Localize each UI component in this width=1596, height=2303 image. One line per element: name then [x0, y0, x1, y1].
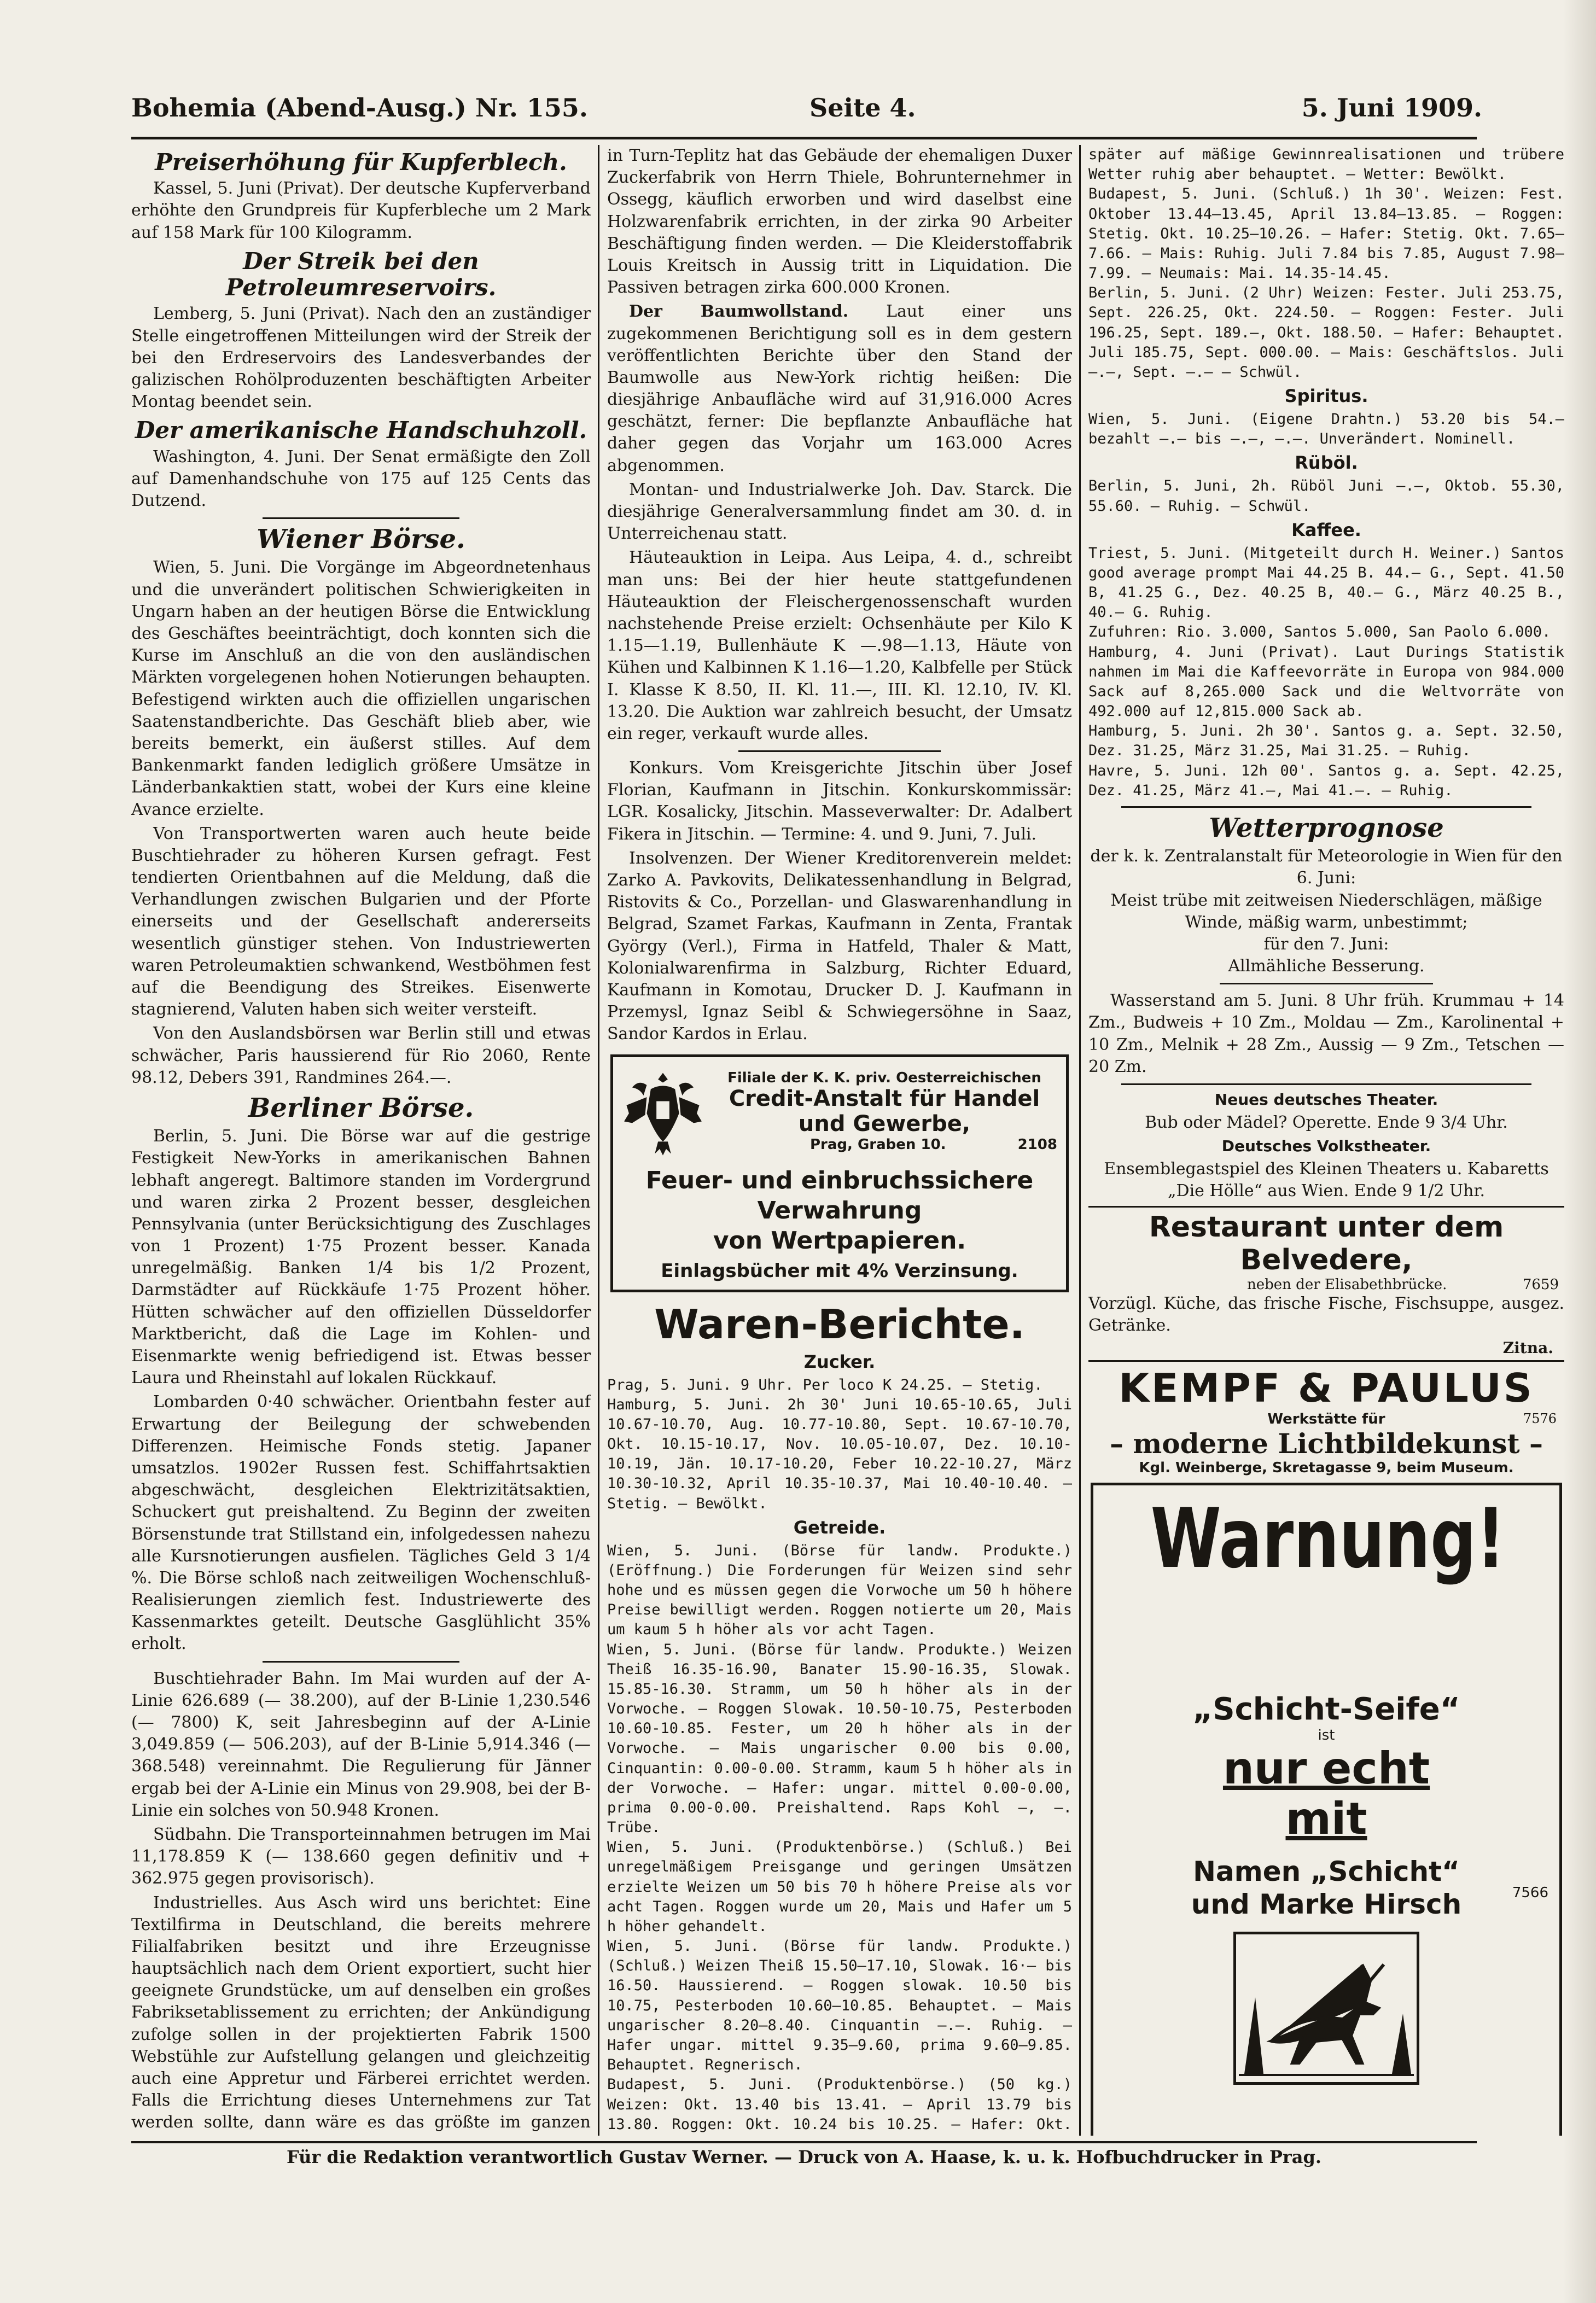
separator — [263, 517, 459, 519]
kempf-subtitle: Werkstätte für — [1267, 1410, 1385, 1427]
headline-wiener-boerse: Wiener Börse. — [257, 524, 465, 555]
headline-baumwolle: Der Baumwollstand. — [629, 302, 849, 322]
separator — [738, 750, 941, 752]
warn-mit: mit — [1285, 1793, 1367, 1845]
subhead-getreide: Getreide. — [793, 1517, 886, 1538]
headline-kupfer: Preiserhöhung für Kupferblech. — [155, 149, 567, 176]
warn-ist: ist — [1318, 1727, 1335, 1744]
footer-rule — [131, 2141, 1477, 2143]
subhead-rueboel: Rüböl. — [1295, 452, 1358, 474]
separator — [1088, 1360, 1564, 1362]
headline-wetterprognose: Wetterprognose — [1209, 812, 1444, 843]
article-montan: Montan- und Industrialwerke Joh. Dav. Starck. Die diesjährige Generalversammlung findet am 30. d. in Unterreichenau statt. — [607, 480, 1072, 544]
separator — [1220, 983, 1433, 984]
ad-line-3: Einlagsbücher mit 4% Verzinsung. — [661, 1260, 1018, 1282]
article-handschuh: Washington, 4. Juni. Der Senat ermäßigte den Zoll auf Damenhandschuhe von 175 auf 125 Cents das Dutzend. — [131, 447, 591, 511]
article-suedbahn: Südbahn. Die Transporteinnahmen betrugen im Mai 11,178.859 K (— 138.660 gegen definitiv und + 362.975 gegen provisorisch). — [131, 1824, 591, 1888]
ad-header-text — [712, 1070, 1057, 1153]
ad-address: Prag, Graben 10. — [810, 1136, 946, 1153]
headline-streik: Der Streik bei den Petroleumreservoirs. — [225, 247, 497, 301]
article-wien-2: Von Transportwerten waren auch heute beide Buschtiehrader zu höheren Kursen gefragt. Fest tendierten Orientbahnen auf die Meldung, daß die Verhandlungen zwischen Bulgarien und der Pforte einerseits und der Gesellschaft andererseits wesentlich günstiger stehen. Von Industriewerten waren Petroleumaktien schwankend, Westböhmen fest auf die Beendigung des Streikes. Eisenwerte stagnierend, Valuten haben sich weiter versteift. — [131, 824, 591, 1019]
theater-2-text: Ensemblegastspiel des Kleinen Theaters u. Kabaretts „Die Hölle“ aus Wien. Ende 9 1/2 Uhr. — [1104, 1159, 1549, 1201]
separator — [1121, 806, 1531, 808]
ad-line-1: Feuer- und einbruchssichere Verwahrung — [645, 1166, 1034, 1225]
article-konkurs: Konkurs. Vom Kreisgerichte Jitschin über Josef Florian, Kaufmann in Jitschin. Konkurskommissär: LGR. Kosalicky, Jitschin. Masseverwalter: Dr. Adalbert Fikera in Jitschin. — Termine: 4. und 9. Juni, 7. Juli. — [607, 759, 1072, 844]
header-rule — [131, 137, 1477, 139]
subhead-kaffee: Kaffee. — [1291, 519, 1361, 540]
article-baumwolle: Laut einer uns zugekommenen Berichtigung soll es in dem gestern veröffentlichten Berichte über den Stand der Baumwolle aus New-York richtig heißen: Die diesjährige Anbaufläche wird auf 31,916.000 Acres geschätzt, ferner: Die bepflanzte Anbaufläche hat daher gegen das Vorjahr um 163.000 Acres abgenommen. — [607, 302, 1072, 475]
column-divider — [598, 145, 599, 2136]
article-wien-3: Von den Auslandsbörsen war Berlin still und etwas schwächer, Paris haussierend für Rio 2060, Rente 98.12, Debers 391, Randmines 264.—. — [131, 1024, 591, 1087]
report-zucker: Prag, 5. Juni. 9 Uhr. Per loco K 24.25. — Stetig. Hamburg, 5. Juni. 2h 30' Juni 10.65-10.65, Juli 10.67-10.70, Aug. 10.77-10.80, Sept. 10.67-10.70, Okt. 10.15-10.17, Nov. 10.05-10.07, Dez. 10.10-10.19, Jän. 10.17-10.20, Feber 10.22-10.27, März 10.30-10.32, April 10.35-10.37, Mai 10.40-10.40. — Stetig. — Bewölkt. — [607, 1376, 1072, 1512]
kempf-subrow — [1088, 1411, 1564, 1427]
subhead-zucker: Zucker. — [803, 1351, 876, 1372]
restaurant-subtitle: neben der Elisabethbrücke. — [1247, 1276, 1447, 1293]
headline-handschuh: Der amerikanische Handschuhzoll. — [135, 417, 587, 444]
article-insolvenzen: Insolvenzen. Der Wiener Kreditorenverein meldet: Zarko A. Pavkovits, Delikatessenhandlung in Belgrad, Ristovits & Co., Porzellan- und Glaswarenhandlung in Belgrad, Szamet Farkas, Kaufmann in Zenta, Frantak György (Verl.), Firma in Hatfeld, Thaler & Matt, Kolonialwarenfirma in Salzburg, Richter Eduard, Kaufmann in Komotau, Drucker D. J. Kaufmann in Przemysl, Ignaz Seibl & Schwiegersöhne in Saaz, Sandor Kardos in Erlau. — [607, 848, 1072, 1044]
report-getreide: Wien, 5. Juni. (Börse für landw. Produkte.) (Eröffnung.) Die Forderungen für Weizen sind sehr hohe und es müssen gegen die Vorwoche um 50 h höhere Preise bewilligt werden. Roggen notierte um 20, Mais um kaum 5 h höher als vor acht Tagen. Wien, 5. Juni. (Börse für landw. Produkte.) Weizen Theiß 16.35-16.90, Banater 15.90-16.35, Slowak. 15.85-16.30. Stramm, um 50 h höher als in der Vorwoche. — Roggen Slowak. 10.50-10.75, Pesterboden 10.60-10.85. Fester, um 20 h höher als in der Vorwoche. — Mais ungarischer 0.00 bis 0.00, Cinquantin: 0.00-0.00. Stramm, kaum 5 h höher als in der Vorwoche. — Hafer: ungar. mittel 0.00-0.00, prima 0.00-0.00. Preishaltend. Raps Kohl —, —. Trübe. Wien, 5. Juni. (Produktenbörse.) (Schluß.) Bei unregelmäßigem Preisgange und geringen Umsätzen erzielte Weizen um 50 bis 70 h höhere Preise als vor acht Tagen. Roggen wurde um 20, Mais und Hafer um 5 h höher gehandelt. Wien, 5. Juni. (Börse für landw. Produkte.) (Schluß.) Weizen Theiß 15.50—17.10, Slowak. 16·— bis 16.50. Haussierend. — Roggen slowak. 10.50 bis 10.75, Pesterboden 10.60—10.85. Behauptet. — Mais ungarischer 8.20—8.40. Cinquantin —.—. Ruhig. — Hafer ungar. mittel 9.35—9.60, prima 9.60—9.85. Behauptet. Regnerisch. Budapest, 5. Juni. (Produktenbörse.) (50 kg.) Weizen: Okt. 13.40 bis 13.41. — April 13.79 bis 13.80. Roggen: Okt. 10.24 bis 10.25. — Hafer: Okt. — [607, 1542, 1072, 2133]
article-buschtiehrader: Buschtiehrader Bahn. Im Mai wurden auf der A-Linie 626.689 (— 38.200), auf der B-Linie 1,230.546 (— 7800) K, seit Jahresbeginn auf der A-Linie 3,049.859 (— 506.203), auf der B-Linie 5,914.346 (— 368.548) vereinnahmt. Die Regulierung für Jänner ergab bei der A-Linie ein Minus von 29.908, bei der B-Linie ein solches von 50.948 Kronen. — [131, 1669, 591, 1820]
report-continued: später auf mäßige Gewinnrealisationen und trübere Wetter ruhig aber behauptet. — Wetter: Bewölkt. Budapest, 5. Juni. (Schluß.) 1h 30'. Weizen: Fest. Oktober 13.44—13.45, April 13.84—13.85. — Roggen: Stetig. Okt. 10.25—10.26. — Hafer: Stetig. Okt. 7.65—7.66. — Mais: Ruhig. Juli 7.84 bis 7.85, August 7.98—7.99. — Neumais: Mai. 14.35-14.45. Berlin, 5. Juni. (2 Uhr) Weizen: Fester. Juli 253.75, Sept. 226.25, Okt. 224.50. — Roggen: Fester. Juli 196.25, Sept. 189.—, Okt. 188.50. — Hafer: Behauptet. Juli 185.75, Sept. 000.00. — Mais: Geschäftslos. Juli —.—, Sept. —.— — Schwül. — [1088, 146, 1564, 381]
restaurant-title: Restaurant unter dem Belvedere, — [1149, 1210, 1504, 1276]
article-kupfer: Kassel, 5. Juni (Privat). Der deutsche Kupferverband erhöhte den Grundpreis für Kupferbleche um 2 Mark auf 158 Mark für 100 Kilogramm. — [131, 179, 591, 242]
double-eagle-icon — [622, 1065, 704, 1158]
article-berlin-2: Lombarden 0·40 schwächer. Orientbahn fester auf Erwartung der Beilegung der schwebenden Differenzen. Heimische Fonds stetig. Japaner umsatzlos. 1902er Russen fest. Schiffahrtsaktien abgeschwächt, desgleichen Elektrizitätsaktien, Schuckert gut preishaltend. Zu Beginn der zweiten Börsenstunde trat Stillstand ein, infolgedessen nahezu alle Kursnotierungen ausfielen. Tägliches Geld 3 1/4 %. Die Börse schloß nach zeitweiligen Wochenschluß-Realisierungen ziemlich fest. Industriewerte des Kassenmarktes geteilt. Deutsche Gasglühlicht 35% erholt. — [131, 1392, 591, 1654]
warn-namen: Namen „Schicht“ — [1193, 1856, 1460, 1888]
kempf-number: 7576 — [1523, 1410, 1557, 1426]
article-industrielles: Industrielles. Aus Asch wird uns berichtet: Eine Textilfirma in Deutschland, die bereits mehrere Filialfabriken besitzt und ihre Erzeugnisse hauptsächlich nach dem Orient exportiert, sucht hier geeignete Grundstücke, um auf denselben ein großes Fabriksetablissement zu errichten; der Ankündigung zufolge sollen in der projektierten Fabrik 1500 Webstühle zur Aufstellung gelangen und gleichzeitig auch eine Appretur und Färberei errichtet werden. Falls die Errichtung dieses Unternehmens zur Tat werden sollte, dann wäre es das größte im ganzen — [131, 1893, 591, 2132]
header-date: 5. Juni 1909. — [1301, 93, 1482, 123]
subhead-spiritus: Spiritus. — [1284, 386, 1368, 407]
separator — [263, 1661, 459, 1663]
theater-1-text: Bub oder Mädel? Operette. Ende 9 3/4 Uhr. — [1145, 1113, 1508, 1133]
warn-marke: und Marke Hirsch — [1191, 1888, 1462, 1921]
theater-2-name: Deutsches Volkstheater. — [1221, 1137, 1431, 1156]
article-teplitz: in Turn-Teplitz hat das Gebäude der ehemaligen Duxer Zuckerfabrik von Herrn Thiele, Bohrunternehmer in Ossegg, käuflich erworben und wird daselbst eine Holzwarenfabrik errichten, in der zirka 90 Arbeiter Beschäftigung finden werden. — Die Kleiderstoffabrik Louis Kreitsch in Aussig tritt in Liquidation. Die Passiven betragen zirka 600.000 Kronen. — [607, 146, 1072, 298]
header-left: Bohemia (Abend-Ausg.) Nr. 155. — [131, 93, 588, 123]
article-streik: Lemberg, 5. Juni (Privat). Nach den an zuständiger Stelle eingetroffenen Mitteilungen wird der Streik der bei den Erdreservoirs des Landesverbandes der galizischen Rohölproduzenten beschäftigten Arbeiter Montag beendet sein. — [131, 304, 591, 412]
ad-number: 2108 — [1017, 1136, 1057, 1153]
schicht-seife-ad — [1091, 1483, 1562, 2136]
weather-forecast: der k. k. Zentralanstalt für Meteorologie in Wien für den 6. Juni: Meist trübe mit zeitweisen Niederschlägen, mäßige Winde, mäßig warm, unbestimmt; für den 7. Juni: Allmähliche Besserung. — [1090, 847, 1563, 976]
header-page-number: Seite 4. — [809, 93, 916, 123]
headline-berliner-boerse: Berliner Börse. — [248, 1092, 474, 1123]
theater-1-name: Neues deutsches Theater. — [1214, 1091, 1438, 1109]
deer-trademark-icon — [1233, 1932, 1419, 2085]
column-divider — [1079, 145, 1081, 2136]
warn-product: „Schicht-Seife“ — [1192, 1692, 1460, 1728]
report-kaffee: Triest, 5. Juni. (Mitgeteilt durch H. Weiner.) Santos good average prompt Mai 44.25 B. 44.— G., Sept. 41.50 B, 41.25 G., Dez. 40.25 B, 40.— G., März 40.25 B., 40.— G. Ruhig. Zufuhren: Rio. 3.000, Santos 5.000, San Paolo 6.000. Hamburg, 4. Juni (Privat). Laut Durings Statistik nahmen im Mai die Kaffeevorräte in Europa von 984.000 Sack auf 8,265.000 Sack und die Weltvorräte von 492.000 auf 12,815.000 Sack ab. Hamburg, 5. Juni. 2h 30'. Santos g. a. Sept. 32.50, Dez. 31.25, März 31.25, Mai 31.25. — Ruhig. Havre, 5. Juni. 12h 00'. Santos g. a. Sept. 42.25, Dez. 41.25, März 41.—, Mai 41.—. — Ruhig. — [1088, 544, 1564, 799]
page-footer: Für die Redaktion verantwortlich Gustav Werner. — Druck von A. Haase, k. u. k. Hofbuchdrucker in Prag. — [287, 2147, 1321, 2167]
water-level: Wasserstand am 5. Juni. 8 Uhr früh. Krummau + 14 Zm., Budweis + 10 Zm., Moldau — Zm., Karolinental + 10 Zm., Melnik + 28 Zm., Aussig — 9 Zm., Tetschen — 20 Zm. — [1088, 991, 1564, 1076]
separator — [1121, 1083, 1531, 1085]
restaurant-number: 7659 — [1522, 1276, 1559, 1293]
column-3 — [1088, 145, 1564, 2136]
ad-top-line: Filiale der K. K. priv. Oesterreichischen — [727, 1069, 1041, 1086]
page-header — [131, 93, 1482, 131]
restaurant-subrow — [1088, 1276, 1564, 1293]
ad-line-2: von Wertpapieren. — [713, 1226, 966, 1255]
kempf-paulus-title: KEMPF & PAULUS — [1119, 1365, 1534, 1411]
separator — [1088, 1206, 1564, 1208]
article-baumwolle-head — [607, 301, 1072, 477]
warn-nur-echt: nur echt — [1222, 1743, 1430, 1794]
ad-bank-name: Credit-Anstalt für Handel und Gewerbe, — [729, 1086, 1040, 1136]
article-wien-1: Wien, 5. Juni. Die Vorgänge im Abgeordnetenhaus und die unverändert politischen Schwierigkeiten in Ungarn haben an der heutigen Börse die Entwicklung des Geschäftes beeinträchtigt, doch konnten sich die Kurse im Anschluß an die von den ausländischen Märkten vorgelegenen hohen Notierungen behaupten. Befestigend wirkten auch die offiziellen ungarischen Saatenstandberichte. Das Geschäft blieb aber, wie bereits bemerkt, ein äußerst stilles. Auf dem Bankenmarkt fanden lediglich größere Umsätze in Länderbankaktien statt, wobei der Kurs eine kleine Avance erzielte. — [131, 558, 591, 819]
report-rueboel: Berlin, 5. Juni, 2h. Rüböl Juni —.—, Oktob. 55.30, 55.60. — Ruhig. — Schwül. — [1088, 477, 1564, 515]
column-1 — [131, 145, 591, 2136]
restaurant-text: Vorzügl. Küche, das frische Fische, Fischsuppe, ausgez. Getränke. — [1088, 1293, 1564, 1335]
article-berlin-1: Berlin, 5. Juni. Die Börse war auf die gestrige Festigkeit New-Yorks in amerikanischen Bahnen lebhaft angeregt. Baltimore standen im Vordergrund und waren zirka 2 Prozent besser, desgleichen Pennsylvania (unter Berücksichtigung des Zuschlages von 1 Prozent) 1·75 Prozent besser. Kanada unregelmäßig. Banken 1/4 bis 1/2 Prozent, Darmstädter auf Rückkäufe 1·75 Prozent höher. Hütten schwächer auf den offiziellen Düsseldorfer Marktbericht, daß die Lage im Kohlen- und Eisenmarkte wenig befriedigend ist. Etwas besser Laura und Rheinstahl auf lokalen Rückkauf. — [131, 1127, 591, 1388]
article-haeute: Häuteauktion in Leipa. Aus Leipa, 4. d., schreibt man uns: Bei der hier heute stattgefundenen Häuteauktion der Fleischergenossenschaft wurden nachstehende Preise erzielt: Ochsenhäute per Kilo K 1.15—1.19, Bullenhäute K —.98—1.13, Häute von Kühen und Kalbinnen K 1.16—1.20, Kalbfelle per Stück I. Klasse K 8.50, II. Kl. 11.—, III. Kl. 12.10, IV. Kl. 13.20. Die Auktion war zahlreich besucht, der Umsatz ein reger, verkauft wurde alles. — [607, 548, 1072, 743]
warn-number: 7566 — [1512, 1884, 1548, 1901]
report-spiritus: Wien, 5. Juni. (Eigene Drahtn.) 53.20 bis 54.— bezahlt —.— bis —.—, —.—. Unverändert. Nominell. — [1088, 411, 1564, 448]
waren-berichte-title: Waren-Berichte. — [654, 1301, 1025, 1348]
warn-title: Warnung! — [1150, 1491, 1506, 1587]
page-edge — [1563, 0, 1596, 2303]
column-2 — [607, 145, 1072, 2136]
ad-address-row — [712, 1136, 1057, 1153]
restaurant-signature: Zitna. — [1502, 1338, 1553, 1357]
kempf-tagline: – moderne Lichtbildekunst – — [1109, 1427, 1543, 1460]
credit-anstalt-ad — [610, 1054, 1069, 1292]
ad-header-row — [622, 1065, 1057, 1158]
kempf-address: Kgl. Weinberge, Skretagasse 9, beim Museum. — [1139, 1459, 1514, 1476]
